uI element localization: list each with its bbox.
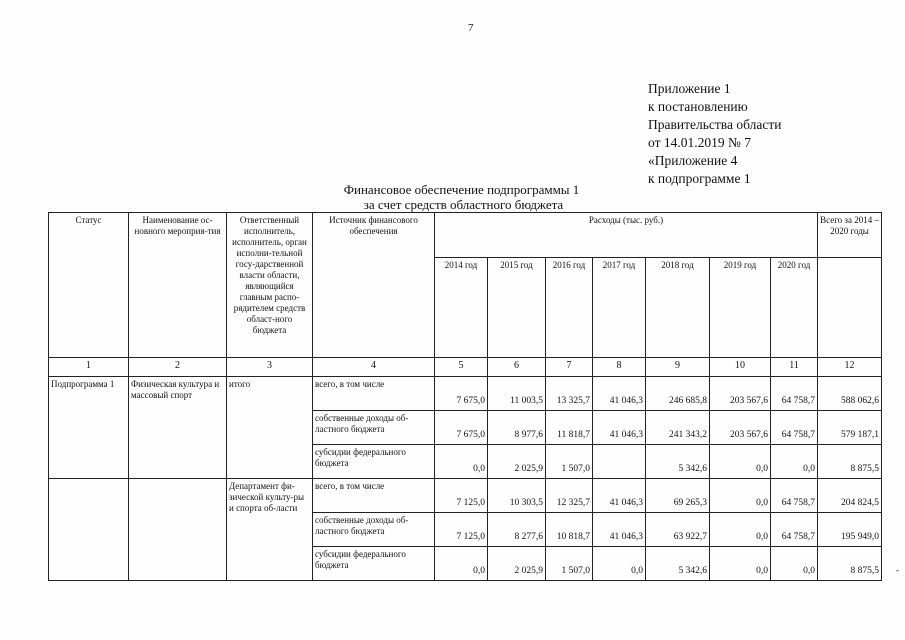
value-cell: 0,0 — [710, 445, 771, 479]
title-line-1: Финансовое обеспечение подпрограммы 1 — [343, 182, 580, 197]
value-cell: 11 818,7 — [546, 411, 593, 445]
header-year: 2020 год — [771, 258, 818, 358]
executor-cell: Департамент фи-зической культу-ры и спорта об-ласти — [227, 479, 313, 581]
header-year: 2017 год — [593, 258, 646, 358]
source-cell: субсидии федерального бюджета — [313, 547, 435, 581]
value-cell: 0,0 — [593, 547, 646, 581]
total-cell: 204 824,5 — [818, 479, 882, 513]
value-cell: 1 507,0 — [546, 547, 593, 581]
column-number: 8 — [593, 358, 646, 377]
value-cell: 64 758,7 — [771, 479, 818, 513]
value-cell: 64 758,7 — [771, 411, 818, 445]
value-cell: 69 265,3 — [646, 479, 710, 513]
column-number-row — [49, 358, 882, 377]
column-number: 11 — [771, 358, 818, 377]
appendix-line: к подпрограмме 1 — [648, 171, 751, 186]
header-year: 2014 год — [435, 258, 488, 358]
page-number: 7 — [468, 22, 474, 34]
header-measure: Наименование ос-новного мероприя-тия — [129, 213, 227, 358]
value-cell: 41 046,3 — [593, 411, 646, 445]
column-number: 10 — [710, 358, 771, 377]
value-cell: 41 046,3 — [593, 513, 646, 547]
edge-mark: - — [896, 565, 899, 575]
value-cell: 7 675,0 — [435, 411, 488, 445]
column-number: 1 — [49, 358, 129, 377]
value-cell: 13 325,7 — [546, 377, 593, 411]
source-cell: собственные доходы об-ластного бюджета — [313, 513, 435, 547]
header-year: 2019 год — [710, 258, 771, 358]
column-number: 4 — [313, 358, 435, 377]
appendix-line: к постановлению — [648, 99, 748, 114]
value-cell: 203 567,6 — [710, 411, 771, 445]
appendix-line: Правительства области — [648, 117, 782, 132]
value-cell: 7 675,0 — [435, 377, 488, 411]
value-cell: 64 758,7 — [771, 377, 818, 411]
source-cell: собственные доходы об-ластного бюджета — [313, 411, 435, 445]
value-cell: 11 003,5 — [488, 377, 546, 411]
header-executor: Ответственный исполнитель, исполнитель, орган исполни-тельной госу-дарственной власти области, являющийся главным распо-рядителем средств област-ного бюджета — [227, 213, 313, 358]
source-cell: всего, в том числе — [313, 479, 435, 513]
value-cell: 0,0 — [771, 445, 818, 479]
header-year: 2015 год — [488, 258, 546, 358]
value-cell: 2 025,9 — [488, 547, 546, 581]
value-cell: 41 046,3 — [593, 377, 646, 411]
value-cell: 63 922,7 — [646, 513, 710, 547]
value-cell: 10 818,7 — [546, 513, 593, 547]
value-cell: 0,0 — [710, 479, 771, 513]
value-cell: 1 507,0 — [546, 445, 593, 479]
value-cell: 0,0 — [435, 547, 488, 581]
title-line-2: за счет средств областного бюджета — [363, 197, 564, 212]
column-number: 7 — [546, 358, 593, 377]
value-cell: 241 343,2 — [646, 411, 710, 445]
value-cell: 246 685,8 — [646, 377, 710, 411]
value-cell: 10 303,5 — [488, 479, 546, 513]
column-number: 3 — [227, 358, 313, 377]
column-number: 9 — [646, 358, 710, 377]
value-cell: 41 046,3 — [593, 479, 646, 513]
value-cell: 5 342,6 — [646, 445, 710, 479]
column-number: 2 — [129, 358, 227, 377]
status-cell: Подпрограмма 1 — [49, 377, 129, 479]
appendix-line: от 14.01.2019 № 7 — [648, 135, 751, 150]
total-cell: 588 062,6 — [818, 377, 882, 411]
value-cell: 0,0 — [771, 547, 818, 581]
column-number: 6 — [488, 358, 546, 377]
header-year: 2016 год — [546, 258, 593, 358]
measure-cell: Физическая культура и массовый спорт — [129, 377, 227, 479]
column-number: 5 — [435, 358, 488, 377]
value-cell: 2 025,9 — [488, 445, 546, 479]
value-cell: 0,0 — [435, 445, 488, 479]
header-total-blank — [818, 258, 882, 358]
financing-table — [48, 212, 882, 581]
header-year: 2018 год — [646, 258, 710, 358]
value-cell: 7 125,0 — [435, 513, 488, 547]
document-title — [0, 182, 905, 212]
status-cell — [49, 479, 129, 581]
header-expenses: Расходы (тыс. руб.) — [435, 213, 818, 258]
source-cell: субсидии федерального бюджета — [313, 445, 435, 479]
value-cell: 8 977,6 — [488, 411, 546, 445]
source-cell: всего, в том числе — [313, 377, 435, 411]
header-total: Всего за 2014 – 2020 годы — [818, 213, 882, 258]
total-cell: 8 875,5 — [818, 547, 882, 581]
executor-cell: итого — [227, 377, 313, 479]
total-cell: 195 949,0 — [818, 513, 882, 547]
appendix-line: Приложение 1 — [648, 81, 731, 96]
value-cell: 0,0 — [710, 547, 771, 581]
value-cell: 5 342,6 — [646, 547, 710, 581]
value-cell: 203 567,6 — [710, 377, 771, 411]
value-cell: 7 125,0 — [435, 479, 488, 513]
appendix-block — [648, 80, 781, 188]
value-cell: 64 758,7 — [771, 513, 818, 547]
appendix-line: «Приложение 4 — [648, 153, 738, 168]
table-row — [49, 377, 882, 411]
table-row — [49, 479, 882, 513]
total-cell: 8 875,5 — [818, 445, 882, 479]
column-number: 12 — [818, 358, 882, 377]
value-cell: 0,0 — [710, 513, 771, 547]
value-cell — [593, 445, 646, 479]
header-status: Статус — [49, 213, 129, 358]
total-cell: 579 187,1 — [818, 411, 882, 445]
value-cell: 12 325,7 — [546, 479, 593, 513]
measure-cell — [129, 479, 227, 581]
header-source: Источник финансового обеспечения — [313, 213, 435, 358]
value-cell: 8 277,6 — [488, 513, 546, 547]
